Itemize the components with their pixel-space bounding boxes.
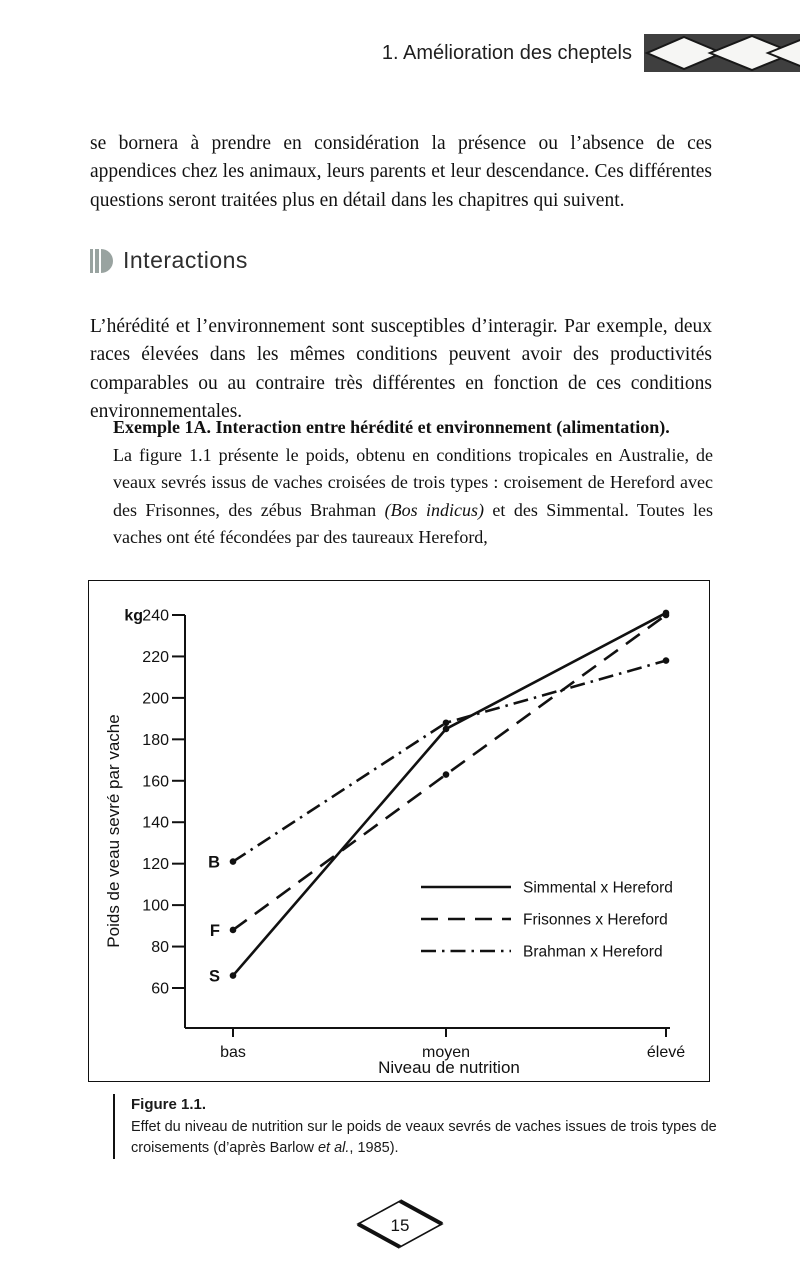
svg-text:Niveau de nutrition: Niveau de nutrition [378,1058,520,1077]
svg-text:80: 80 [151,939,169,957]
svg-text:140: 140 [142,814,169,832]
figure-caption-end: , 1985). [349,1140,399,1156]
diamond-band-decoration [644,34,800,72]
figure-label: Figure 1.1. [131,1096,207,1113]
section-heading-interactions [90,247,248,274]
svg-text:180: 180 [142,731,169,749]
svg-text:200: 200 [142,690,169,708]
svg-text:B: B [208,853,220,872]
diamond-band-icon [644,34,800,72]
page-number-diamond [355,1198,445,1250]
figure-caption-start: Effet du niveau de nutrition sur le poids de veaux sevrés de vaches issues de trois types de croisements (d’après Barlow [131,1119,717,1156]
svg-text:Simmental x Hereford: Simmental x Hereford [523,879,673,897]
svg-text:Frisonnes x Hereford: Frisonnes x Hereford [523,911,668,929]
figure-box [88,580,710,1082]
interactions-paragraph: L’hérédité et l’environnement sont susceptibles d’interagir. Par exemple, deux races élevées dans les mêmes conditions peuvent avoir des productivités comparables ou au contraire très différentes en fonction de ces conditions environnementales. [90,315,712,422]
svg-text:Poids de veau sevré par vache: Poids de veau sevré par vache [104,714,123,948]
intro-paragraph: se bornera à prendre en considération la présence ou l’absence de ces appendices chez les animaux, leurs parents et leur descendance. Ces différentes questions seront traitées plus en détail dans les chapitres qui suivent. [90,132,712,211]
example-body-text: La figure 1.1 présente le poids, obtenu en conditions tropicales en Australie, de veaux sevrés issus de vaches croisées de trois types : croisement de Hereford avec des Frisonnes, des zébus Brahman [113,444,713,520]
svg-text:Brahman x Hereford: Brahman x Hereford [523,943,663,961]
svg-text:bas: bas [220,1044,246,1061]
svg-text:220: 220 [142,648,169,666]
figure-caption-text [131,1117,731,1159]
chapter-header-title: 1. Amélioration des cheptels [381,42,632,64]
svg-text:240: 240 [142,607,169,625]
svg-text:120: 120 [142,856,169,874]
page-number-diamond-icon [355,1198,445,1250]
example-body [113,442,713,552]
svg-text:moyen: moyen [421,1044,471,1061]
figure-caption [113,1094,731,1159]
figure-chart [89,581,709,1081]
svg-text:S: S [208,967,220,986]
figure-caption-etal: et al. [317,1140,350,1156]
svg-text:F: F [209,921,220,940]
svg-text:160: 160 [142,773,169,791]
svg-text:kg: kg [124,607,143,625]
example-body-latin-name: (Bos indicus) [384,499,484,520]
example-body-text-end: et des Simmental. Toutes les vaches ont été fécondées par des taureaux Hereford, [113,499,713,547]
section-heading-label: Interactions [123,247,248,273]
svg-text:60: 60 [151,980,169,998]
svg-text:100: 100 [142,897,169,915]
svg-text:élevé: élevé [646,1044,686,1061]
example-block [113,414,713,552]
page-number: 15 [390,1216,410,1235]
example-title: Exemple 1A. Interaction entre hérédité et environnement (alimentation). [113,417,670,437]
section-marker-icon [90,249,113,273]
